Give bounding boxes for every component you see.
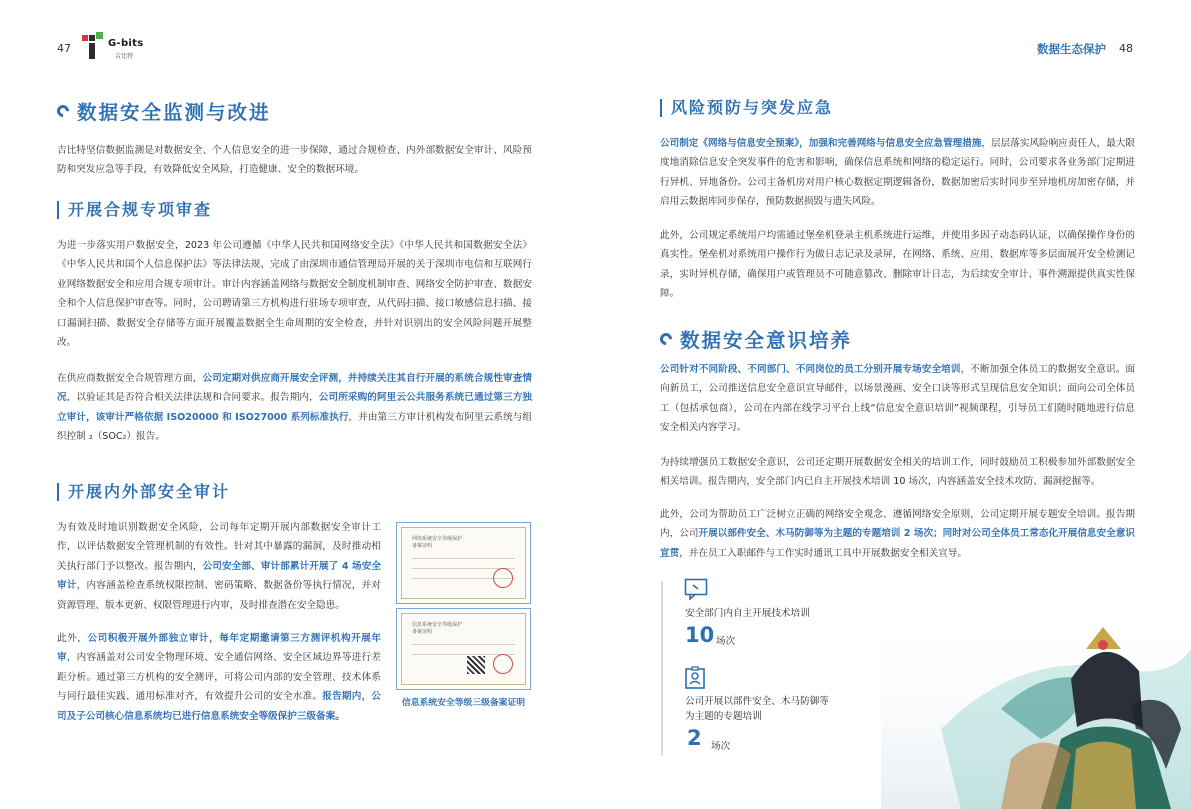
ring-icon — [55, 103, 72, 120]
certificate-line — [412, 558, 515, 559]
logo-subtext: 吉比特 — [115, 53, 134, 60]
certificate-title: 信息系统安全等级保护 备案证明 — [412, 622, 463, 635]
certificate-image-2 — [396, 608, 531, 690]
certificate-title: 网络系统安全等级保护 备案证明 — [412, 536, 463, 549]
highlight-span: 公司积极开展外部独立审计，每年定期邀请第三方测评机构开展年审 — [57, 633, 382, 664]
risk-paragraph-1 — [660, 134, 1135, 212]
stamp-icon — [493, 654, 513, 674]
stamp-icon — [493, 568, 513, 588]
logo-text: G-bits — [108, 38, 144, 49]
heading-compliance-review: 开展合规专项审查 — [57, 201, 212, 219]
text-span: ，层层落实风险响应责任人，最大限度地消除信息安全突发事件的危害和影响，确保信息系统和网络的稳定运行。同时，公司要求各业务部门定期进行异机、异地备份。公司主备机房对用户核心数据定期逻辑备份，数据加密后实时同步至异地机房加密存储，并启用云数据库同步保存，预防数据损毁与遗失风险。 — [660, 138, 1136, 208]
certificate-image-1 — [396, 522, 531, 604]
text-span: ，以验证其是否符合相关法律法规和合同要求。报告期内， — [66, 392, 319, 404]
awareness-paragraph-2: 为持续增强员工数据安全意识，公司还定期开展数据安全相关的培训工作，同时鼓励员工积极参加外部数据安全相关培训。报告期内，安全部门内已自主开展技术培训 10 场次，内容涵盖安全技术攻防、漏洞挖掘等。 — [660, 457, 1135, 488]
text-span: 此外， — [57, 633, 88, 644]
section-title: 数据生态保护 — [1037, 42, 1106, 56]
text-span: 此外，公司为帮助员工广泛树立正确的网络安全观念、遵循网络安全原则，公司定期开展专题安全培训。报告期内，公司 — [660, 509, 1135, 540]
stat-value-2: 2 — [687, 726, 702, 750]
text-span: 为有效及时地识别数据安全风险，公司每年定期开展内部数据安全审计工作，以评估数据安全管理机制的有效性。针对其中暴露的漏洞，及时推动相关执行部门予以整改。报告期内， — [57, 522, 381, 572]
heading-text: 数据安全监测与改进 — [77, 101, 271, 124]
heading-security-awareness — [660, 325, 852, 353]
certificate-caption: 信息系统安全等级三级备案证明 — [401, 698, 526, 708]
clipboard-icon — [684, 666, 708, 690]
text-span: 在供应商数据安全合规管理方面， — [57, 373, 203, 384]
qr-code-icon — [467, 656, 485, 674]
ring-icon — [658, 331, 675, 348]
chat-icon — [684, 578, 708, 600]
awareness-paragraph-3 — [660, 505, 1135, 563]
heading-text: 数据安全意识培养 — [680, 329, 853, 352]
heading-security-audit: 开展内外部安全审计 — [57, 483, 230, 501]
certificate-frame — [401, 613, 526, 685]
intro-paragraph: 吉比特坚信数据监测是对数据安全、个人信息安全的进一步保障，通过合规检查、内外部数据安全审计、风险预防和突发应急等手段，有效降低安全风险，打造健康、安全的数据环境。 — [57, 145, 532, 176]
stat-label-1: 安全部门内自主开展技术培训 — [685, 608, 810, 619]
certificate-frame — [401, 527, 526, 599]
highlight-span: 公司定期对供应商开展安全评测，并持续关注其自行开展的系统合规性审查情况 — [57, 373, 533, 404]
game-character-illustration — [881, 609, 1191, 809]
stat-label-2: 公司开展以部件安全、木马防御等 为主题的专题培训 — [685, 696, 829, 722]
risk-paragraph-2: 此外，公司规定系统用户均需通过堡垒机登录主机系统进行运维，并使用多因子动态码认证，以确保操作身份的真实性。堡垒机对系统用户操作行为做日志记录及录屏，在网络、系统、应用、数据库等多层面展开安全检测记录，实时异机存储，确保用户或管理员不可随意篡改、删除审计日志，为后续安全审计、事件溯源提供真实性保障。 — [660, 230, 1135, 300]
highlight-span: 公司针对不同阶段、不同部门、不同岗位的员工分别开展专场安全培训 — [660, 364, 961, 375]
page-number-right: 48 — [1119, 42, 1133, 55]
audit-paragraph-2 — [57, 629, 381, 726]
highlight-span: 报告期内，公司及子公司核心信息系统均已进行信息系统安全等级保护三级备案。 — [57, 691, 382, 722]
highlight-span: 公司所采购的阿里云公共服务系统已通过第三方独立审计，该审计严格依据 ISO20000 和 ISO27000 系列标准执行 — [57, 392, 533, 423]
text-span: ，并在员工入职邮件与工作实时通讯工具中开展数据安全相关宣导。 — [679, 547, 967, 559]
certificate-line — [412, 644, 515, 645]
highlight-span: 公司制定《网络与信息安全预案》，加强和完善网络与信息安全应急管理措施 — [660, 138, 982, 149]
text-span: ，不断加强全体员工的数据安全意识。面向新员工，公司推送信息安全意识宣导邮件，以场景漫画、安全口诀等形式呈现信息安全知识；面向公司全体员工（包括承包商），公司在内部在线学习平台上线“信息安全意识培训”视频课程，引导员工们随时随地进行信息安全相关内容学习。 — [660, 364, 1136, 434]
text-span: ，内容涵盖检查系统权限控制、密码策略、数据备份等执行情况，并对资源管理、版本更新、权限管理进行内审，及时排查潜在安全隐患。 — [57, 580, 382, 611]
text-span: ，并由第三方审计机构发布阿里云系统与组织控制 ₂（SOC₂）报告。 — [57, 411, 533, 443]
highlight-span: 公司安全部、审计部累计开展了 4 场安全审计 — [57, 560, 381, 592]
compliance-paragraph-1: 为进一步落实用户数据安全，2023 年公司遵循《中华人民共和国网络安全法》《中华人民共和国数据安全法》《中华人民共和国个人信息保护法》等法律法规，完成了由深圳市通信管理局开展的关于深圳市电信和互联网行业网络数据安全和应用合规专项审计。审计内容涵盖网络与数据安全制度机制审查、网络安全防护审查、数据安全和个人信息保护审查等。同时，公司聘请第三方机构进行驻场专项审查，从代码扫描、接口敏感信息扫描、接口漏洞扫描、数据安全存储等方面开展覆盖数据全生命周期的安全检查，并针对识别出的安全风险问题开展整改。 — [57, 240, 532, 349]
text-span: ，内容涵盖对公司安全物理环境、安全通信网络、安全区域边界等进行差距分析。通过第三方机构的安全测评，可将公司内部的安全管理、技术体系与同行最佳实践、通用标准对齐，有效提升公司的安全水准。 — [57, 652, 382, 703]
stat-value-1: 10 — [685, 623, 715, 647]
audit-paragraph-1 — [57, 518, 381, 615]
highlight-span: 开展以部件安全、木马防御等为主题的专题培训 2 场次；同时对公司全体员工常态化开展信息安全意识宣贯 — [660, 528, 1135, 559]
stat-unit-1: 场次 — [716, 636, 736, 647]
awareness-paragraph-1 — [660, 360, 1135, 438]
compliance-paragraph-2 — [57, 369, 532, 447]
page-number-left: 47 — [57, 42, 71, 55]
heading-data-monitoring — [57, 97, 271, 125]
stats-divider — [661, 581, 663, 756]
heading-risk-prevention: 风险预防与突发应急 — [660, 99, 833, 117]
stat-unit-2: 场次 — [711, 741, 731, 752]
